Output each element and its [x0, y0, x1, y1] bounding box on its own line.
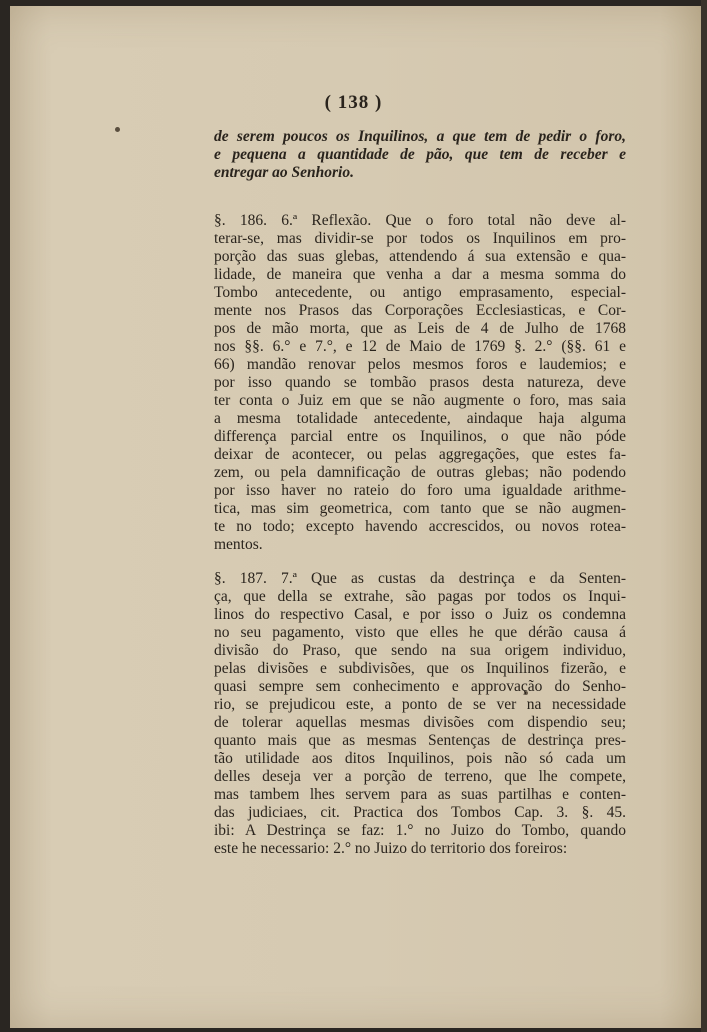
text-line: §. 187. 7.ª Que as custas da destrinça e da Senten-: [214, 570, 626, 587]
text-line: mente nos Prasos das Corporações Ecclesiasticas, e Cor-: [214, 302, 626, 319]
text-line: tão utilidade aos ditos Inquilinos, pois não só cada um: [214, 750, 626, 767]
text-line: delles deseja ver a porção de terreno, que lhe compete,: [214, 768, 626, 785]
text-line: deixar de acontecer, ou pelas aggregações, que estes fa-: [214, 446, 626, 463]
text-line: entregar ao Senhorio.: [214, 164, 354, 181]
text-line: lidade, de maneira que venha a dar a mesma somma do: [214, 266, 626, 283]
text-line: Tombo antecedente, ou antigo emprasamento, especial-: [214, 284, 626, 301]
text-line: te no todo; excepto havendo accrescidos, ou novos rotea-: [214, 518, 626, 535]
text-line: pos de mão morta, que as Leis de 4 de Julho de 1768: [214, 320, 626, 337]
text-line: porção das suas glebas, attendendo á sua extensão e qua-: [214, 248, 626, 265]
intro-paragraph: [214, 128, 626, 182]
paper-spot: [115, 127, 120, 132]
text-line: terar-se, mas dividir-se por todos os Inquilinos em pro-: [214, 230, 626, 247]
text-line: por isso haver no rateio do foro uma igualdade arithme-: [214, 482, 626, 499]
text-line: este he necessario: 2.° no Juizo do territorio dos foreiros:: [214, 840, 568, 857]
text-line: differença parcial entre os Inquilinos, o que não póde: [214, 428, 626, 445]
text-line: ter conta o Juiz em que se não augmente o foro, mas saia: [214, 392, 626, 409]
text-line: nos §§. 6.° e 7.°, e 12 de Maio de 1769 §. 2.° (§§. 61 e: [214, 338, 626, 355]
text-line: de serem poucos os Inquilinos, a que tem de pedir o foro,: [214, 128, 626, 145]
text-line: e pequena a quantidade de pão, que tem de receber e: [214, 146, 626, 163]
text-line: no seu pagamento, visto que elles he que dérão causa á: [214, 624, 626, 641]
text-line: rio, se prejudicou este, a ponto de se ver na necessidade: [214, 696, 626, 713]
paragraph-186: [214, 212, 626, 554]
text-line: §. 186. 6.ª Reflexão. Que o foro total não deve al-: [214, 212, 626, 229]
text-line: quanto mais que as mesmas Sentenças de destrinça pres-: [214, 732, 626, 749]
text-line: de tolerar aquellas mesmas divisões com dispendio seu;: [214, 714, 626, 731]
text-line: pelas divisões e subdivisões, que os Inquilinos fizerão, e: [214, 660, 626, 677]
text-line: divisão do Praso, que sendo na sua origem individuo,: [214, 642, 626, 659]
text-line: quasi sempre sem conhecimento e approvação do Senho-: [214, 678, 626, 695]
text-line: zem, ou pela damnificação de outras glebas; não podendo: [214, 464, 626, 481]
text-line: tica, mas sim geometrica, com tanto que se não augmen-: [214, 500, 626, 517]
text-line: por isso quando se tombão prasos desta natureza, deve: [214, 374, 626, 391]
text-line: mas tambem lhes servem para as suas partilhas e conten-: [214, 786, 626, 803]
text-line: a mesma totalidade antecedente, aindaque haja alguma: [214, 410, 626, 427]
text-line: ibi: A Destrinça se faz: 1.° no Juizo do Tombo, quando: [214, 822, 626, 839]
paragraph-187: [214, 570, 626, 858]
text-line: ça, que della se extrahe, são pagas por todos os Inqui-: [214, 588, 626, 605]
text-line: mentos.: [214, 536, 263, 553]
text-line: das judiciaes, cit. Practica dos Tombos Cap. 3. §. 45.: [214, 804, 626, 821]
page-number: ( 138 ): [324, 92, 383, 113]
text-line: linos do respectivo Casal, e por isso o Juiz os condemna: [214, 606, 626, 623]
text-line: 66) mandão renovar pelos mesmos foros e laudemios; e: [214, 356, 626, 373]
page-edge-shadow: [701, 0, 707, 1032]
